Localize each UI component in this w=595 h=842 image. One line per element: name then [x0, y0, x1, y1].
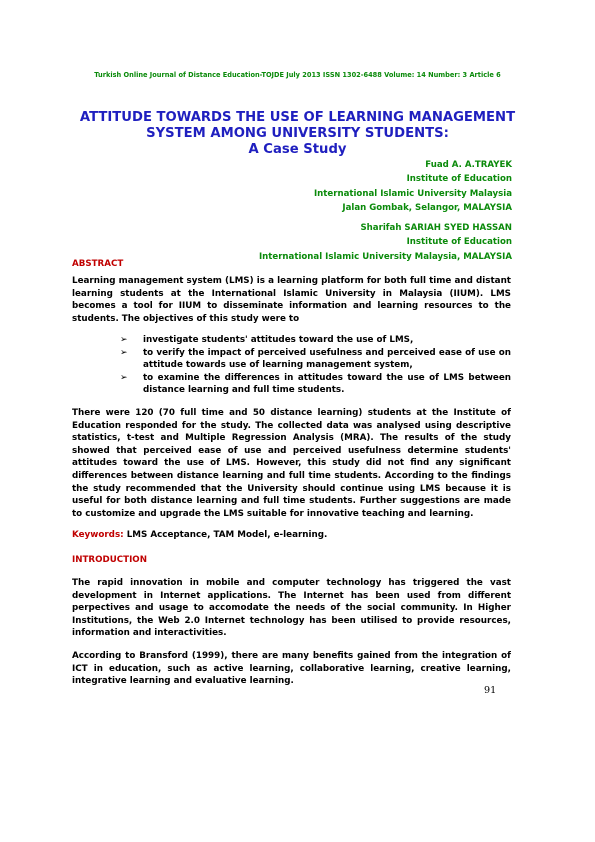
- introduction-paragraph: The rapid innovation in mobile and computer technology has triggered the vast development in Internet applications. The Internet has been used from different perpectives and usage to accomodate the needs of the social community. In Higher Institutions, the Web 2.0 Internet technology has been utilised to provide resources, information and interactivities.: [72, 578, 511, 639]
- author-address: Jalan Gombak, Selangor, MALAYSIA: [342, 202, 512, 213]
- journal-header: Turkish Online Journal of Distance Education-TOJDE July 2013 ISSN 1302-6488 Volume: 14 Number: 3 Article 6: [94, 71, 501, 79]
- objective-item: [120, 334, 511, 347]
- abstract-intro: Learning management system (LMS) is a learning platform for both full time and distant learning students at the International Islamic University in Malaysia (IIUM). LMS becomes a tool for IIUM to disseminate information and learning resources to the students. The objectives of this study were to: [72, 276, 511, 324]
- author-name: Sharifah SARIAH SYED HASSAN: [360, 223, 512, 233]
- title-subtitle: A Case Study: [248, 142, 347, 157]
- introduction-paragraph: According to Bransford (1999), there are many benefits gained from the integration of ICT in education, such as active learning, collaborative learning, creative learning, integrative learning and evaluative learning.: [72, 651, 511, 687]
- author-block-2: [259, 221, 512, 264]
- arrowhead-bullet-icon: ➢: [120, 372, 128, 383]
- author-block-1: [314, 158, 512, 215]
- author-university: International Islamic University Malaysia: [313, 188, 512, 199]
- keywords-text: LMS Acceptance, TAM Model, e-learning.: [126, 530, 328, 540]
- author-institute: Institute of Education: [406, 237, 512, 248]
- arrowhead-bullet-icon: ➢: [120, 347, 128, 358]
- title-line: ATTITUDE TOWARDS THE USE OF LEARNING MANAGEMENT: [79, 110, 516, 125]
- title-line: SYSTEM AMONG UNIVERSITY STUDENTS:: [146, 126, 449, 141]
- objectives-list: [120, 334, 511, 397]
- page-number: 91: [484, 685, 497, 696]
- objective-text: to verify the impact of perceived usefulness and perceived ease of use on attitude towards use of learning management system,: [143, 347, 511, 371]
- objective-text: to examine the differences in attitudes toward the use of LMS between distance learning and full time students.: [143, 372, 511, 396]
- author-institute: Institute of Education: [406, 174, 512, 185]
- author-name: Fuad A. A.TRAYEK: [425, 160, 512, 170]
- objective-item: [120, 347, 511, 372]
- arrowhead-bullet-icon: ➢: [120, 335, 128, 345]
- paper-title: [60, 110, 535, 158]
- objective-item: [120, 372, 511, 397]
- objective-text: investigate students' attitudes toward the use of LMS,: [143, 335, 414, 345]
- keywords-line: [72, 530, 327, 540]
- abstract-heading: ABSTRACT: [72, 259, 124, 269]
- keywords-label: Keywords:: [72, 530, 124, 540]
- author-university: International Islamic University Malaysia, MALAYSIA: [258, 251, 512, 262]
- introduction-heading: INTRODUCTION: [72, 555, 147, 565]
- abstract-body: There were 120 (70 full time and 50 distance learning) students at the Institute of Education responded for the study. The collected data was analysed using descriptive statistics, t-test and Multiple Regression Analysis (MRA). The results of the study showed that perceived ease of use and perceived usefulness determine students' attitudes toward the use of LMS. However, this study did not find any significant differences between distance learning and full time students. According to the findings the study recommended that the University should continue using LMS because it is useful for both distance learning and full time students. Further suggestions are made to customize and upgrade the LMS suitable for innovative teaching and learning.: [72, 408, 511, 519]
